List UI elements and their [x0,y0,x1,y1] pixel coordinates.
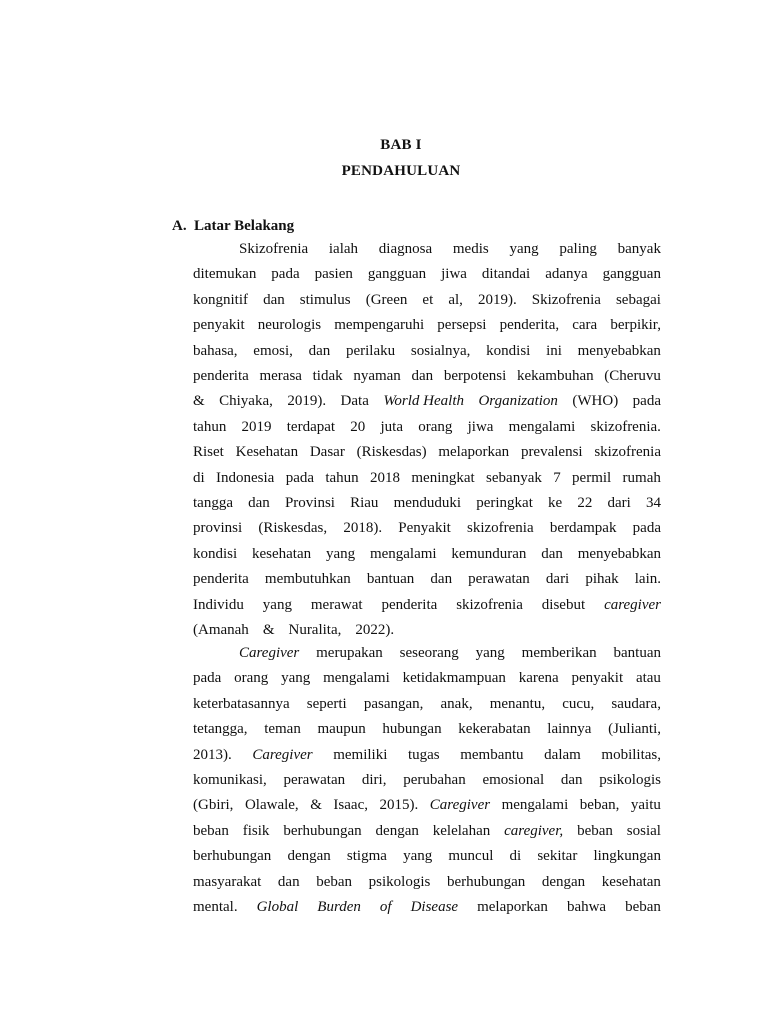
word: skizofrenia [466,520,534,537]
word: kekerabatan [458,721,531,738]
word: komunikasi, [193,772,267,788]
word: melaporkan [477,899,548,915]
word: of [379,899,392,915]
word: bahasa, [193,342,238,359]
word: cara [572,317,598,334]
word: teman [264,721,301,738]
word: dalam [544,746,581,763]
word: masyarakat [193,873,262,890]
text-line [193,264,661,284]
word: melaporkan [438,444,510,461]
word: seperti [306,695,347,712]
word: ketidakmampuan [402,670,506,687]
word: berhubungan [283,822,362,839]
word: berpikir, [610,317,661,334]
word: diagnosa [378,241,433,257]
word: ialah [328,241,359,257]
word: skizofrenia [456,596,523,613]
word: World Health [383,393,465,410]
word: ditandai [481,266,531,283]
word: adanya [545,266,588,283]
word: lingkungan [593,848,661,865]
word: dengan [287,848,331,865]
word: maupun [317,721,366,738]
word: & [262,622,275,638]
word: tangga [193,495,233,511]
word: mengalami [369,545,437,562]
word: neurologis [257,317,322,334]
word: 22 [577,495,593,511]
word: membutuhkan [264,571,351,588]
word: Data [340,393,369,410]
chapter-number: BAB I [380,137,422,153]
word: memiliki [333,746,388,763]
section-letter: A. [172,218,187,234]
word: 2019). [287,393,327,410]
word: lainnya [547,721,592,738]
word: (Riskesdas) [356,444,427,461]
text-line [193,719,661,739]
word: perawatan [468,571,530,588]
word: sosial [626,822,661,839]
word: menyebabkan [577,342,661,359]
word: jiwa [467,418,494,435]
word: lain. [634,571,661,588]
word: penderita, [499,317,560,334]
word: berhubungan [446,873,526,890]
word: merupakan [316,645,383,661]
word: Caregiver [252,746,313,763]
word: Provinsi [284,495,335,511]
word: seseorang [399,645,459,661]
word: menyebabkan [577,545,661,562]
word: ke [548,495,563,511]
word: caregiver, [504,822,564,839]
word: Penyakit [398,520,451,537]
word: yang [403,848,433,865]
word: anak, [440,695,473,712]
word: (Gbiri, [193,797,234,814]
word: 7 [553,469,561,486]
word: et [422,291,434,308]
word: mengalami [501,797,569,814]
word: juta [380,418,404,435]
word: ditemukan [193,266,257,283]
word: mengalami [323,670,390,687]
word: 2018 [370,469,401,486]
word: nyaman [353,368,401,384]
word: kondisi [486,342,531,359]
word: Chiyaka, [219,393,273,410]
word: paling [559,241,597,257]
word: bahwa [566,899,607,915]
word: dan [263,291,285,308]
word: Kesehatan [235,444,299,461]
word: Riset [193,444,224,461]
word: Caregiver [429,797,491,814]
word: al, [448,291,463,308]
text-line [239,239,661,259]
word: berhubungan [193,848,272,865]
text-line [193,846,661,866]
word: terdapat [286,418,336,435]
text-line [193,315,661,335]
word: perawatan [283,772,346,788]
word: skizofrenia [594,444,661,461]
text-line [193,821,661,841]
word: psikologis [599,772,661,788]
word: menantu, [489,695,546,712]
text-line [193,770,661,790]
word: 2019). [477,291,517,308]
word: dengan [375,822,419,839]
word: stigma [346,848,387,865]
word: karena [518,670,559,687]
word: ini [546,342,562,359]
word: sekitar [537,848,578,865]
word: beban, [579,797,620,814]
word: fisik [242,822,270,839]
word: skizofrenia. [590,418,661,435]
word: Skizofrenia [531,291,601,308]
word: penderita [193,571,249,588]
word: pasangan, [363,695,424,712]
word: medis [452,241,489,257]
word: peringkat [476,495,533,511]
word: rumah [622,469,661,486]
word: pada [193,670,222,687]
chapter-title: PENDAHULUAN [341,163,461,179]
word: 34 [645,495,661,511]
word: 2018). [343,520,383,537]
word: orang [234,670,269,687]
word: memberikan [521,645,597,661]
word: Riau [350,495,379,511]
word: sosialnya, [410,342,471,359]
word: Global [256,899,299,915]
word: pada [632,520,661,537]
word: yang [262,596,292,613]
word: mental. [193,899,238,915]
section-title: Latar Belakang [194,218,295,234]
word: 2022). [355,622,395,638]
word: hubungan [382,721,442,738]
word: gangguan [602,266,661,283]
text-line [193,341,661,361]
text-line [193,897,661,917]
word: merasa [259,368,302,384]
word: atau [635,670,661,687]
word: dari [545,571,570,588]
word: banyak [617,241,661,257]
word: (Riskesdas, [258,520,328,537]
word: yang [509,241,539,257]
word: tahun [325,469,359,486]
word: perilaku [345,342,396,359]
text-line [193,694,661,714]
word: penyakit [571,670,624,687]
word: penyakit [193,317,245,334]
word: Organization [478,393,558,410]
text-line [193,290,661,310]
word: disebut [541,596,586,613]
word: pada [285,469,315,486]
word: kemunduran [451,545,527,562]
word: tugas [407,746,440,763]
word: kesehatan [601,873,661,890]
word: sebagai [615,291,661,308]
word: beban [316,873,353,890]
text-line [239,643,661,663]
word: (Julianti, [608,721,661,738]
word: mobilitas, [601,746,661,763]
word: tetangga, [193,721,248,738]
word: Indonesia [216,469,275,486]
word: beban [577,822,613,839]
word: kongnitif [193,291,248,308]
word: Isaac, [333,797,368,814]
word: (WHO) [572,393,619,410]
word: meningkat [411,469,475,486]
word: psikologis [368,873,431,890]
word: di [509,848,522,865]
word: pada [632,393,661,410]
word: tidak [312,368,343,384]
word: saudara, [611,695,661,712]
word: keterbatasannya [193,695,290,712]
word: dan [430,571,453,588]
word: Skizofrenia [239,241,309,257]
text-line [193,493,661,513]
word: jiwa [441,266,467,283]
word: bantuan [366,571,415,588]
word: (Cheruvu [604,368,661,384]
word: Individu [193,596,244,613]
word: emosi, [253,342,293,359]
word: membantu [460,746,524,763]
word: Disease [410,899,459,915]
word: pada [271,266,300,283]
word: stimulus [299,291,351,308]
word: dan [277,873,300,890]
word: berdampak [549,520,617,537]
word: 20 [350,418,366,435]
word: Nuralita, [288,622,342,638]
word: emosional [482,772,545,788]
word: mengalami [508,418,576,435]
text-line [193,468,661,488]
word: 2015). [379,797,419,814]
text-line [193,795,661,815]
word: merawat [310,596,363,613]
word: diri, [361,772,387,788]
word: 2013). [193,746,232,763]
text-line [193,595,661,615]
word: kelelahan [432,822,491,839]
word: beban [193,822,229,839]
word: mempengaruhi [334,317,425,334]
text-line [193,417,661,437]
word: persepsi [437,317,487,334]
word: Dasar [309,444,345,461]
section-heading [172,218,294,235]
word: yang [281,670,311,687]
word: (Green [365,291,408,308]
word: (Amanah [193,622,249,638]
word: pasien [314,266,353,283]
word: Burden [317,899,361,915]
word: dan [248,495,270,511]
text-line [193,745,661,765]
word: permil [572,469,612,486]
word: tahun [193,418,227,435]
word: prevalensi [520,444,583,461]
word: kondisi [193,545,238,562]
word: dan [560,772,583,788]
word: provinsi [193,520,243,537]
word: dari [607,495,631,511]
text-line [193,668,661,688]
text-line [193,366,661,386]
word: kekambuhan [516,368,594,384]
word: yang [325,545,356,562]
text-line [193,442,661,462]
word: cucu, [562,695,595,712]
text-line [193,544,661,564]
text-line [193,569,661,589]
word: muncul [448,848,494,865]
word: orang [418,418,453,435]
word: kesehatan [252,545,312,562]
word: dan [541,545,563,562]
word: & [310,797,322,814]
word: menduduki [393,495,462,511]
word: perubahan [403,772,466,788]
word: penderita [193,368,249,384]
word: yang [475,645,505,661]
word: pihak [585,571,619,588]
word: 2019 [241,418,272,435]
word: dengan [541,873,586,890]
word: yaitu [630,797,661,814]
word: & [193,393,205,410]
word: Olawale, [244,797,299,814]
word: bantuan [613,645,661,661]
text-line [193,872,661,892]
text-line [193,518,661,538]
word: dan [411,368,434,384]
word: gangguan [367,266,427,283]
word: dan [308,342,331,359]
word: berpotensi [443,368,507,384]
word: Caregiver [239,645,300,661]
word: sebanyak [486,469,542,486]
word: beban [625,899,661,915]
word: penderita [381,596,438,613]
text-line [193,620,661,640]
word: caregiver [604,596,661,613]
word: di [193,469,205,486]
text-line [193,391,661,411]
